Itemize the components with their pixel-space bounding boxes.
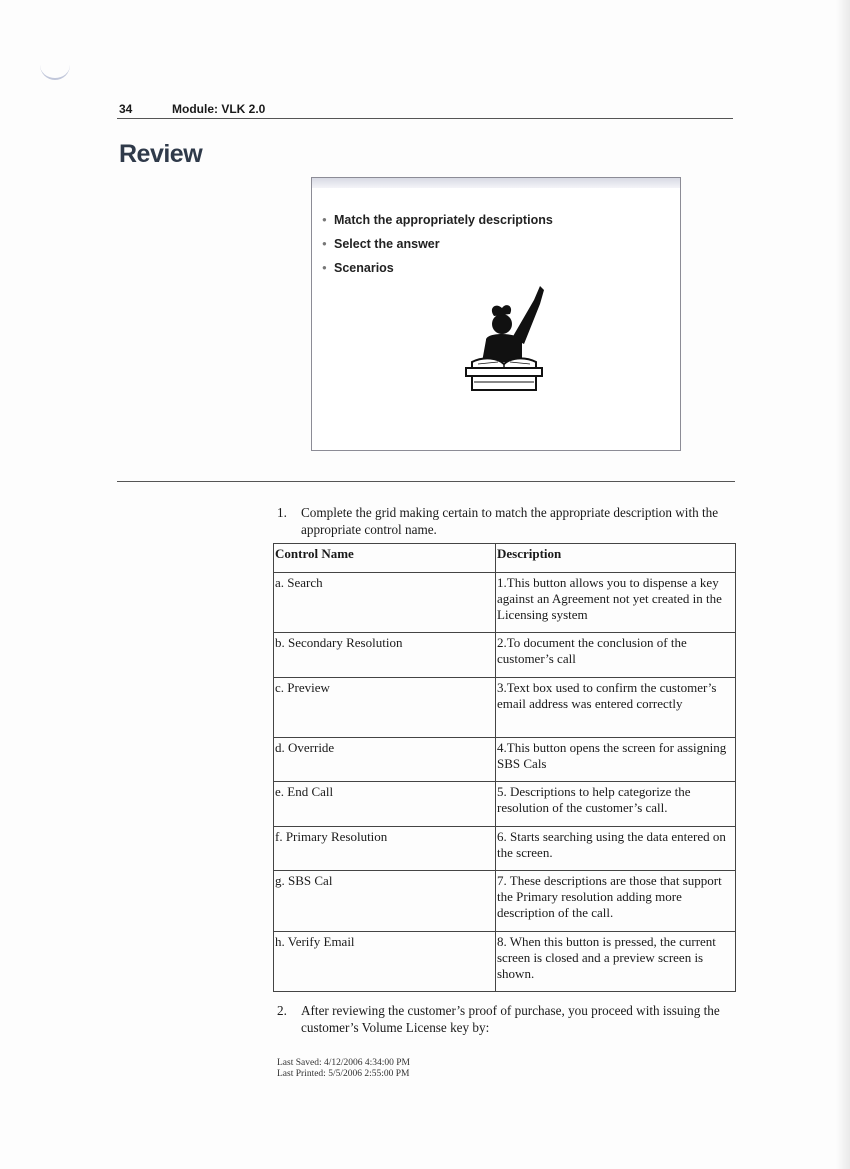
table-row [274,871,736,932]
slide-bullet-text: Select the answer [334,237,440,251]
description-cell: 5. Descriptions to help categorize the resolution of the customer’s call. [496,782,736,827]
description-cell: 2.To document the conclusion of the customer’s call [496,633,736,678]
section-divider [117,481,735,482]
control-name-cell: a. Search [274,573,496,633]
control-name-cell: g. SBS Cal [274,871,496,932]
control-name-cell: c. Preview [274,678,496,738]
question-text: Complete the grid making certain to match the appropriate description with the appropriate control name. [301,505,719,537]
table-row [274,932,736,992]
column-header-description: Description [496,544,736,573]
bullet-dot-icon: ● [322,263,327,272]
description-cell: 7. These descriptions are those that support the Primary resolution adding more description of the call. [496,871,736,932]
control-name-cell: b. Secondary Resolution [274,633,496,678]
control-name-cell: f. Primary Resolution [274,827,496,871]
description-cell: 8. When this button is pressed, the current screen is closed and a preview screen is shown. [496,932,736,992]
control-name-cell: d. Override [274,738,496,782]
description-cell: 3.Text box used to confirm the customer’s email address was entered correctly [496,678,736,738]
slide-bullet-list [322,208,553,280]
question-number: 1. [277,505,287,520]
question-number: 2. [277,1003,287,1018]
student-raising-hand-icon [452,278,562,398]
table-row [274,678,736,738]
table-row [274,738,736,782]
bullet-dot-icon: ● [322,215,327,224]
column-header-control-name: Control Name [274,544,496,573]
question-text: After reviewing the customer’s proof of purchase, you proceed with issuing the customer’s Volume License key by: [301,1003,720,1035]
header-divider [117,118,733,119]
bullet-dot-icon: ● [322,239,327,248]
binder-hole-mark [40,48,70,80]
slide-bullet-text: Scenarios [334,261,394,275]
module-label: Module: VLK 2.0 [172,102,266,116]
table-row [274,573,736,633]
table-row [274,782,736,827]
description-cell: 1.This button allows you to dispense a key against an Agreement not yet created in the Licensing system [496,573,736,633]
page-number: 34 [119,102,133,116]
last-saved-text: Last Saved: 4/12/2006 4:34:00 PM [277,1058,410,1068]
matching-grid [273,543,736,992]
table-row [274,633,736,678]
control-name-cell: h. Verify Email [274,932,496,992]
grid-header-row [274,544,736,573]
section-title: Review [119,140,203,168]
control-name-cell: e. End Call [274,782,496,827]
slide-bullet-item [322,208,553,232]
slide-bullet-text: Match the appropriately descriptions [334,213,553,227]
slide-bullet-item [322,256,553,280]
slide-title-band [312,178,680,188]
last-printed-text: Last Printed: 5/5/2006 2:55:00 PM [277,1069,410,1079]
review-slide [311,177,681,451]
table-row [274,827,736,871]
description-cell: 4.This button opens the screen for assigning SBS Cals [496,738,736,782]
document-footer [277,1058,410,1080]
page-header [119,100,734,120]
page-edge-shadow [836,0,850,1169]
description-cell: 6. Starts searching using the data entered on the screen. [496,827,736,871]
slide-bullet-item [322,232,553,256]
